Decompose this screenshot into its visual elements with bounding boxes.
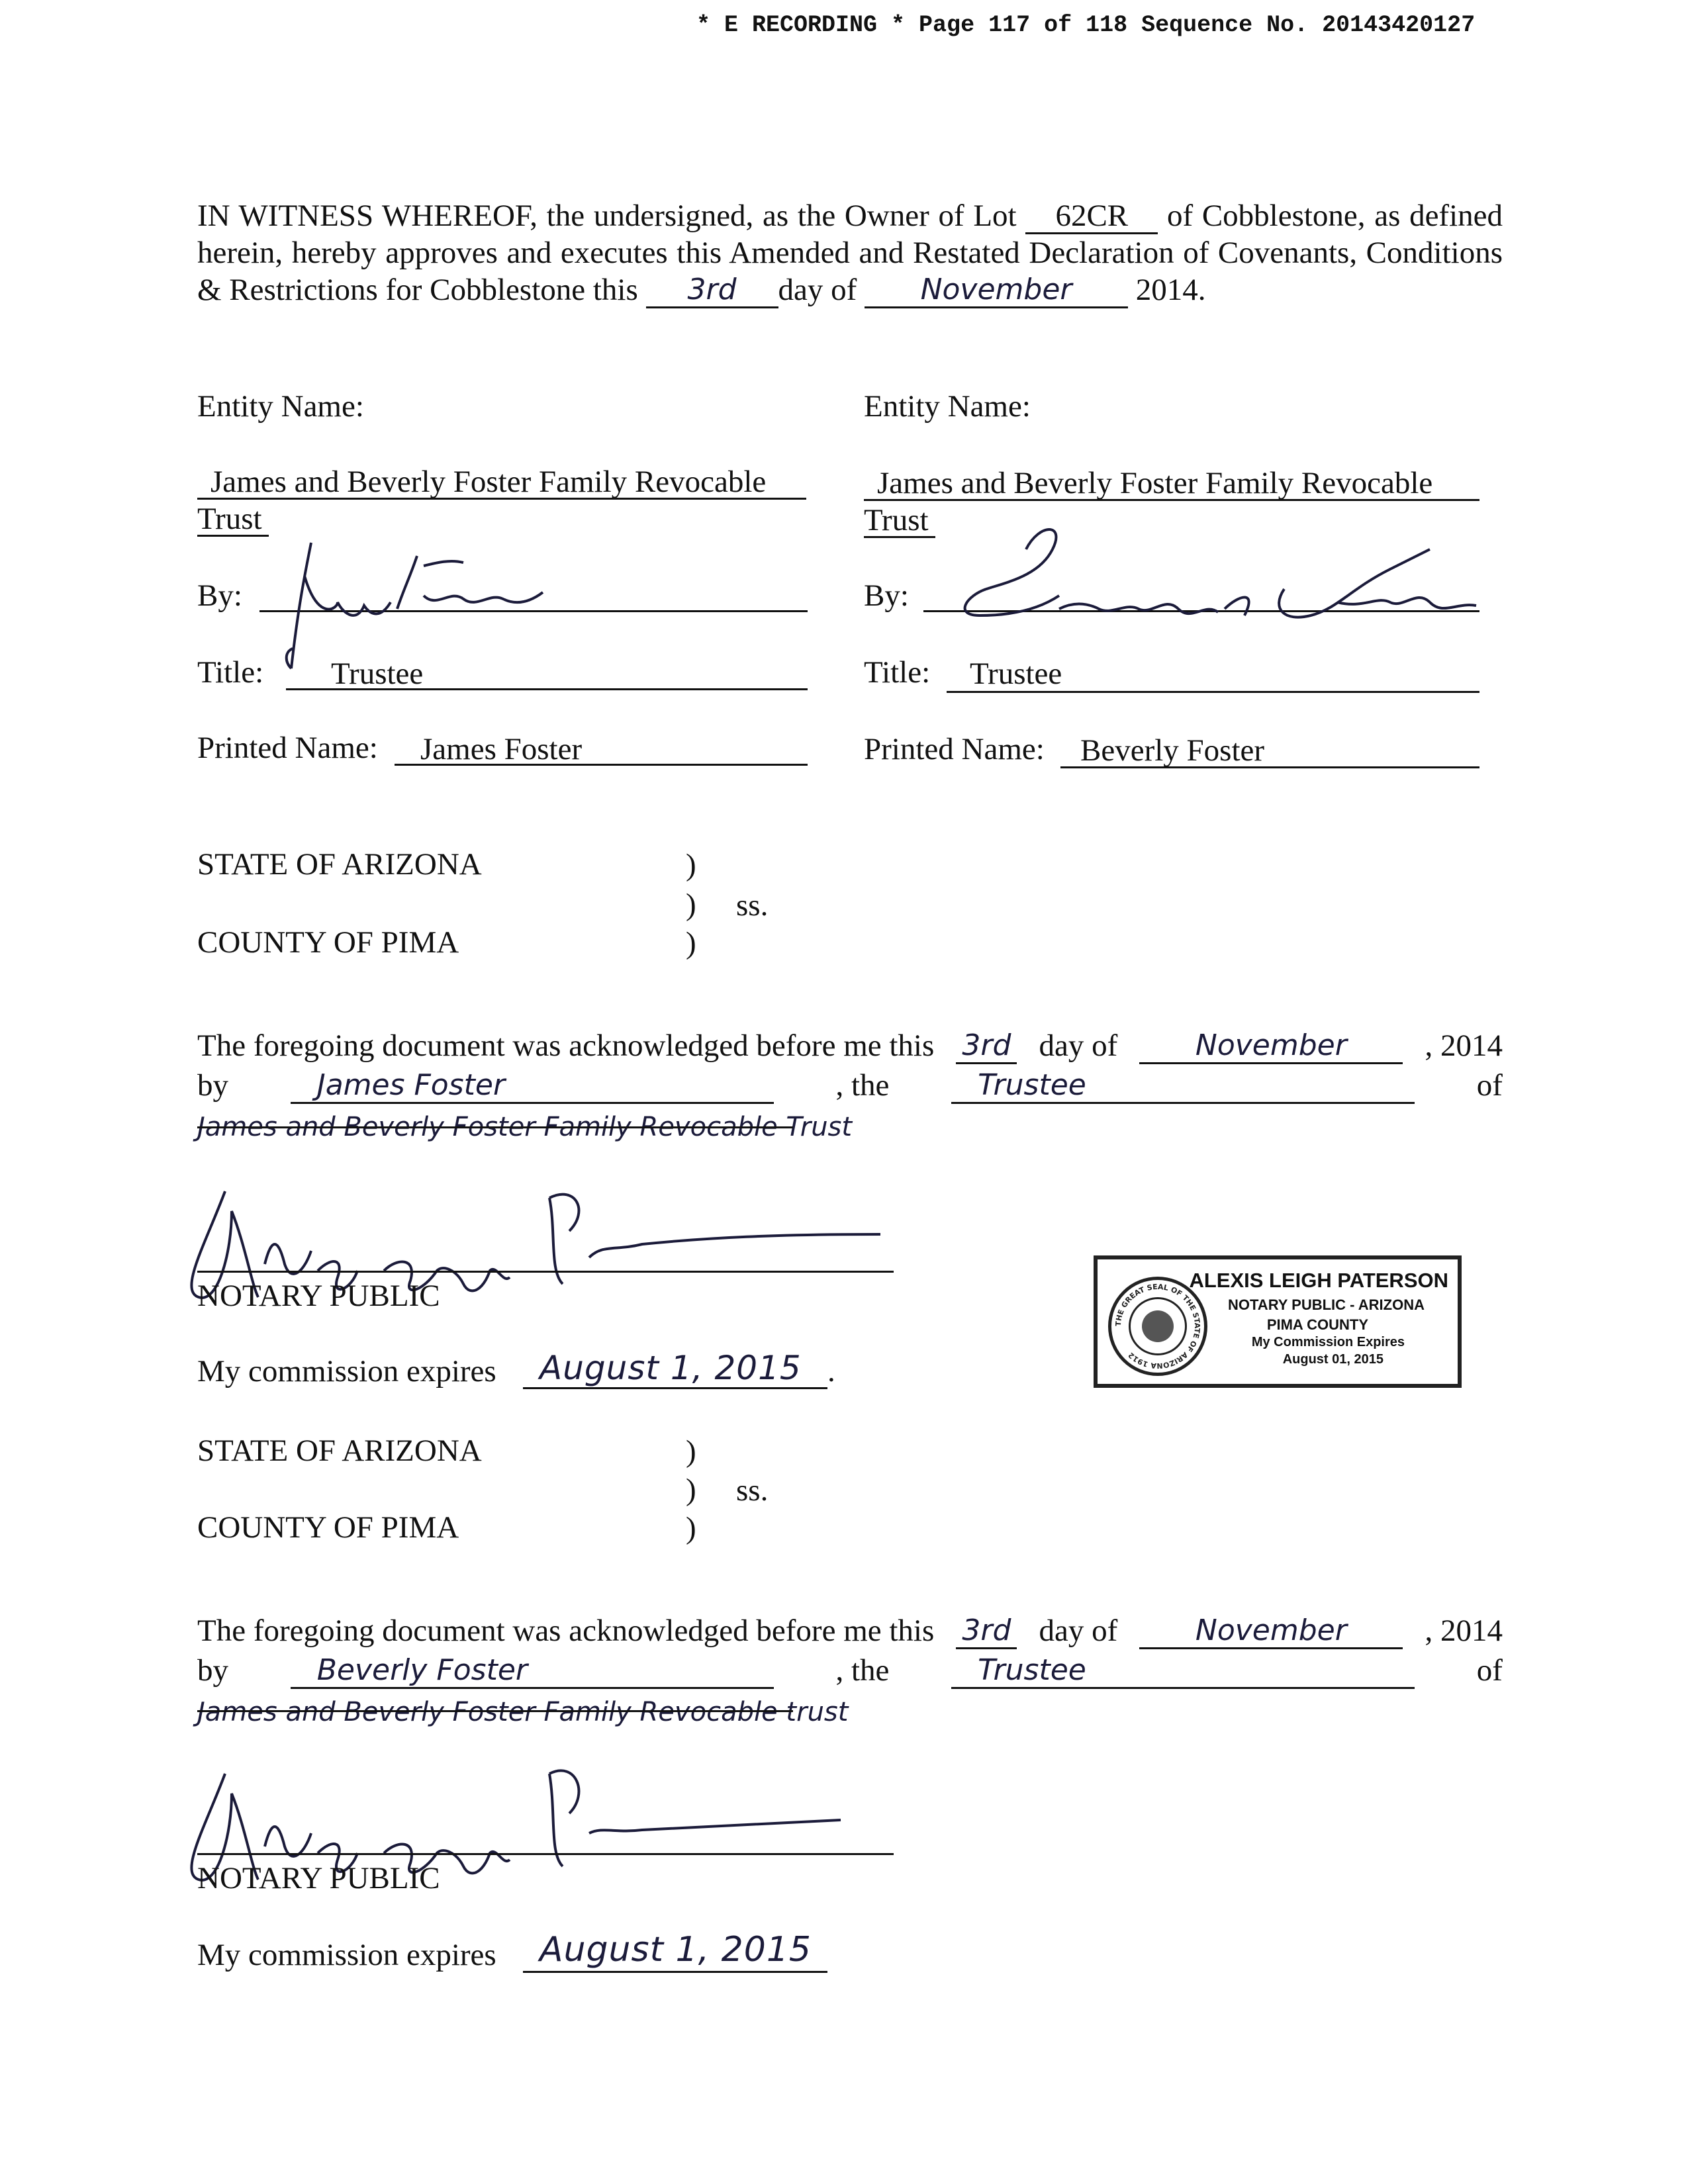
lot-field: 62CR <box>1025 199 1158 234</box>
commission-label-2: My commission expires <box>197 1938 496 1972</box>
notary-stamp <box>1094 1255 1462 1388</box>
ack-month-field-1: November <box>1139 1028 1403 1064</box>
ack-day-field-1: 3rd <box>956 1028 1017 1064</box>
by-label-1: By: <box>197 578 242 613</box>
printed-label-2: Printed Name: <box>864 732 1045 766</box>
commission-label-1: My commission expires <box>197 1354 496 1388</box>
ack-day-field-2: 3rd <box>956 1614 1017 1649</box>
ack-entity-field-2: James and Beverly Foster Family Revocable trust <box>197 1697 849 1727</box>
ack-entity-field-1: James and Beverly Foster Family Revocable Trust <box>197 1112 853 1142</box>
county-label-1: COUNTY OF PIMA <box>197 925 459 960</box>
stamp-line3: PIMA COUNTY <box>1266 1316 1368 1333</box>
printed-name-2: Beverly Foster <box>1080 733 1265 768</box>
seal-lettering <box>1108 1277 1207 1376</box>
stamp-name: ALEXIS LEIGH PATERSON <box>1189 1269 1448 1292</box>
ss-label-2: ss. <box>736 1473 769 1508</box>
witness-paragraph <box>197 197 1503 308</box>
svg-text:THE GREAT SEAL OF THE STATE OF: THE GREAT SEAL OF THE STATE OF ARIZONA 1912 <box>1113 1282 1202 1371</box>
by-label-2: By: <box>864 578 909 613</box>
commission-date-1: August 1, 2015 <box>539 1349 802 1387</box>
recording-header: * E RECORDING * Page 117 of 118 Sequence No. 20143420127 <box>696 12 1476 38</box>
witness-month-field: November <box>865 273 1128 308</box>
signature-beverly-foster <box>927 510 1496 655</box>
entity-name-1: James and Beverly Foster Family Revocable Trust <box>197 465 767 536</box>
printed-name-1: James Foster <box>420 732 583 766</box>
stamp-line2: NOTARY PUBLIC - ARIZONA <box>1228 1297 1425 1313</box>
title-label-2: Title: <box>864 655 931 690</box>
entity-name-2: James and Beverly Foster Family Revocable Trust <box>864 466 1433 537</box>
county-label-2: COUNTY OF PIMA <box>197 1510 459 1545</box>
title-value-2: Trustee <box>970 657 1062 691</box>
witness-day-field: 3rd <box>646 273 778 308</box>
title-label-1: Title: <box>197 655 264 690</box>
witness-intro: IN WITNESS WHEREOF, the undersigned, as the Owner of Lot <box>197 199 1017 233</box>
ack-title-field-2: Trustee <box>951 1653 1415 1689</box>
state-label-2: STATE OF ARIZONA <box>197 1433 482 1468</box>
stamp-line5: August 01, 2015 <box>1282 1352 1383 1367</box>
stamp-line4: My Commission Expires <box>1251 1335 1405 1349</box>
commission-period-1: . <box>827 1354 835 1388</box>
entity-label-1: Entity Name: <box>197 389 364 424</box>
ack-month-field-2: November <box>1139 1614 1403 1649</box>
title-value-1: Trustee <box>331 657 424 691</box>
entity-label-2: Entity Name: <box>864 389 1031 424</box>
ack-name-field-1: James Foster <box>291 1068 774 1104</box>
printed-label-1: Printed Name: <box>197 731 378 765</box>
state-label-1: STATE OF ARIZONA <box>197 847 482 882</box>
ack-title-field-1: Trustee <box>951 1068 1415 1104</box>
ack-paragraph-1: The foregoing document was acknowledged before me this 3rd day of November , 2014 by James Foster , the Trustee of James and Beverly Foster Family Revocable Trust <box>197 1028 1503 1142</box>
ack-paragraph-2: The foregoing document was acknowledged before me this 3rd day of November , 2014 by Beverly Foster , the Trustee of James and Beverly Foster Family Revocable trust <box>197 1614 1503 1727</box>
signature-james-foster <box>265 536 596 682</box>
commission-date-2: August 1, 2015 <box>539 1930 812 1970</box>
ss-label-1: ss. <box>736 888 769 923</box>
ack-name-field-2: Beverly Foster <box>291 1653 774 1689</box>
notary-label-1: NOTARY PUBLIC <box>197 1279 440 1313</box>
witness-day-of: day of <box>778 273 857 307</box>
witness-year: 2014. <box>1135 273 1206 307</box>
notary-label-2: NOTARY PUBLIC <box>197 1861 440 1895</box>
witness-after-lot: of Cobblestone, as defined herein, hereby approves and executes this Amended and Restated Declaration of Covenants, Conditions & Restrictions for Cobblestone this <box>197 199 1503 307</box>
